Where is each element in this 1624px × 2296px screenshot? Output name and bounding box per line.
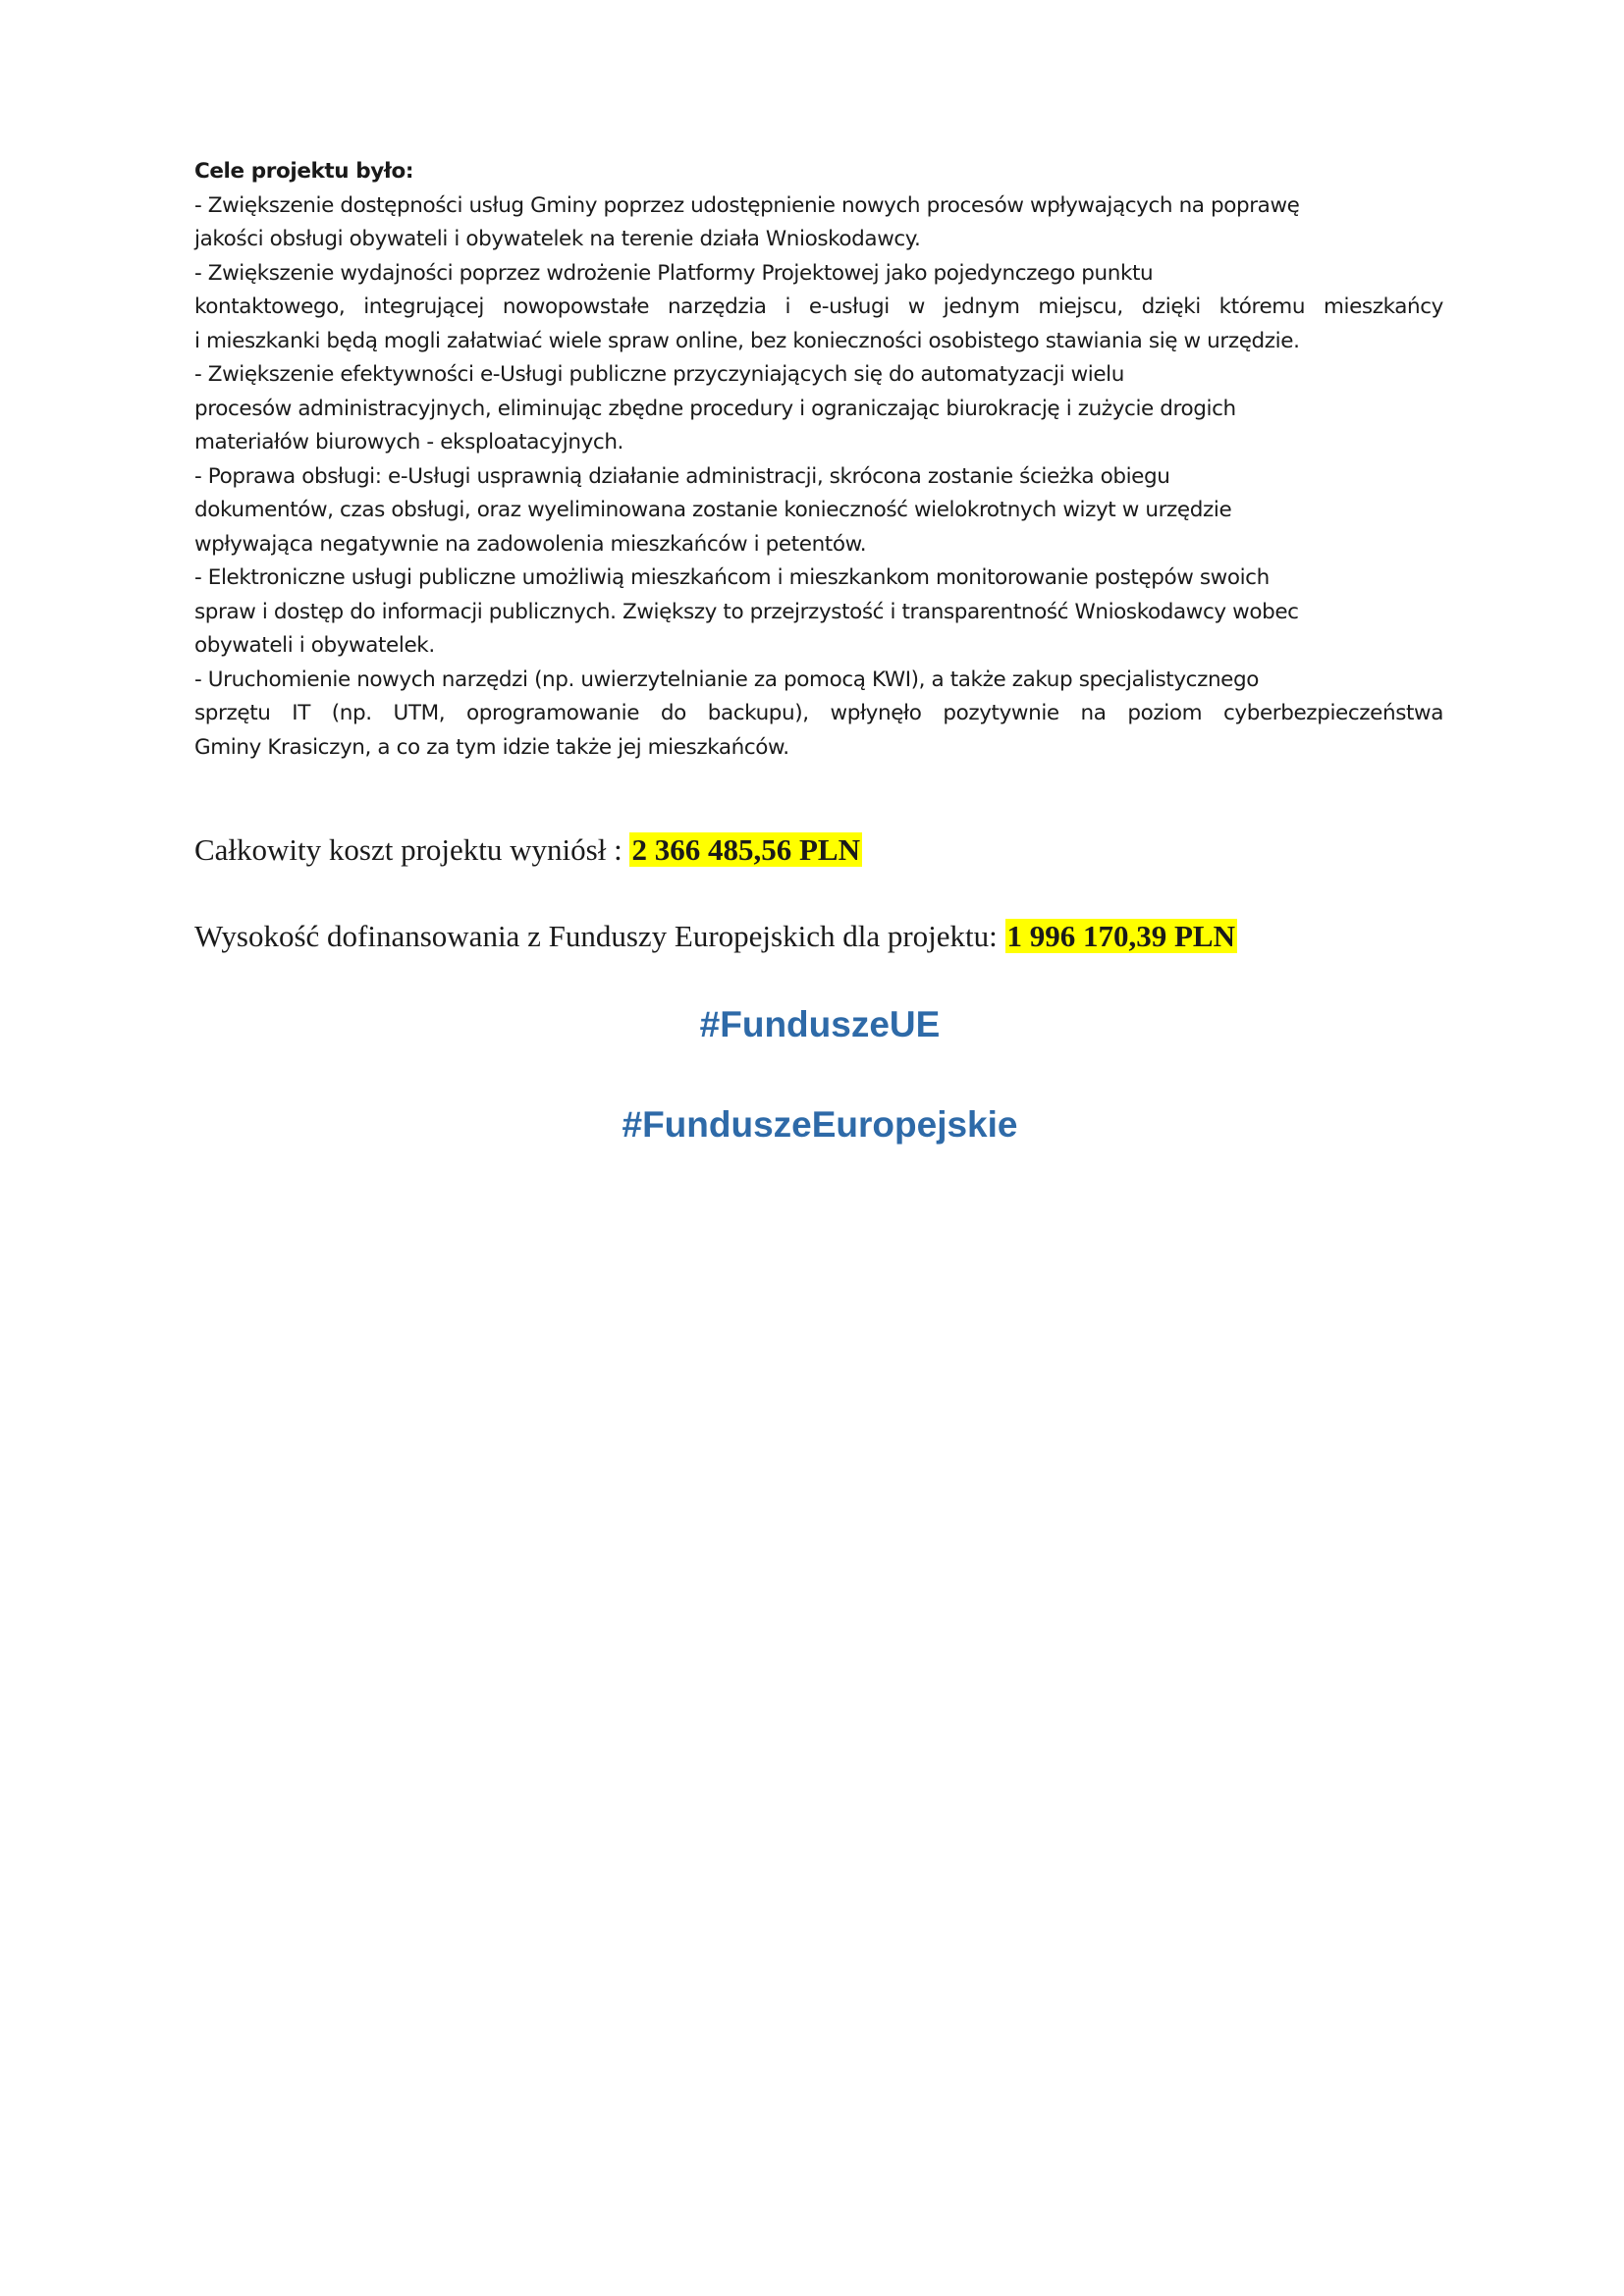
goals-line: - Uruchomienie nowych narzędzi (np. uwierzytelnianie za pomocą KWI), a także zakup specjalistycznego [194, 667, 1260, 692]
goals-line: spraw i dostęp do informacji publicznych. Zwiększy to przejrzystość i transparentność Wnioskodawcy wobec [194, 599, 1299, 624]
total-cost-value: 2 366 485,56 PLN [631, 832, 860, 867]
goals-line: i mieszkanki będą mogli załatwiać wiele spraw online, bez konieczności osobistego stawiania się w urzędzie. [194, 328, 1300, 353]
total-cost-line [194, 830, 862, 870]
project-goals-section [194, 155, 1443, 765]
goals-line: procesów administracyjnych, eliminując zbędne procedury i ograniczając biurokrację i zużycie drogich [194, 396, 1236, 421]
goals-line: jakości obsługi obywateli i obywatelek na terenie działa Wnioskodawcy. [194, 227, 921, 251]
goals-line: - Elektroniczne usługi publiczne umożliwią mieszkańcom i mieszkankom monitorowanie postępów swoich [194, 565, 1270, 590]
goals-line: sprzętu IT (np. UTM, oprogramowanie do backupu), wpłynęło pozytywnie na poziom cyberbezpieczeństwa [194, 701, 1443, 725]
total-cost-label: Całkowity koszt projektu wyniósł : [194, 832, 630, 867]
goals-line: - Zwiększenie dostępności usług Gminy poprzez udostępnienie nowych procesów wpływających na poprawę [194, 192, 1300, 218]
goals-line: - Zwiększenie wydajności poprzez wdrożenie Platformy Projektowej jako pojedynczego punktu [194, 260, 1154, 286]
goals-line: - Poprawa obsługi: e-Usługi usprawnią działanie administracji, skrócona zostanie ścieżka obiegu [194, 463, 1170, 489]
goals-line: Gminy Krasiczyn, a co za tym idzie także jej mieszkańców. [194, 734, 789, 760]
funding-line [194, 917, 1237, 956]
goals-line: kontaktowego, integrującej nowopowstałe narzędzia i e-usługi w jednym miejscu, dzięki któremu mieszkańcy [194, 294, 1443, 319]
funding-value: 1 996 170,39 PLN [1006, 919, 1235, 953]
goals-line: wpływająca negatywnie na zadowolenia mieszkańców i petentów. [194, 531, 867, 557]
goals-heading: Cele projektu było: [194, 159, 414, 184]
goals-line: dokumentów, czas obsługi, oraz wyeliminowana zostanie konieczność wielokrotnych wizyt w urzędzie [194, 498, 1232, 522]
funding-label: Wysokość dofinansowania z Funduszy Europejskich dla projektu: [194, 919, 1005, 953]
goals-line: materiałów biurowych - eksploatacyjnych. [194, 430, 623, 454]
hashtag-fundusze-europejskie: #FunduszeEuropejskie [622, 1104, 1018, 1145]
hashtag-fundusze-ue: #FunduszeUE [699, 1004, 941, 1044]
goals-line: - Zwiększenie efektywności e-Usługi publiczne przyczyniających się do automatyzacji wielu [194, 362, 1124, 387]
goals-line: obywateli i obywatelek. [194, 633, 435, 658]
